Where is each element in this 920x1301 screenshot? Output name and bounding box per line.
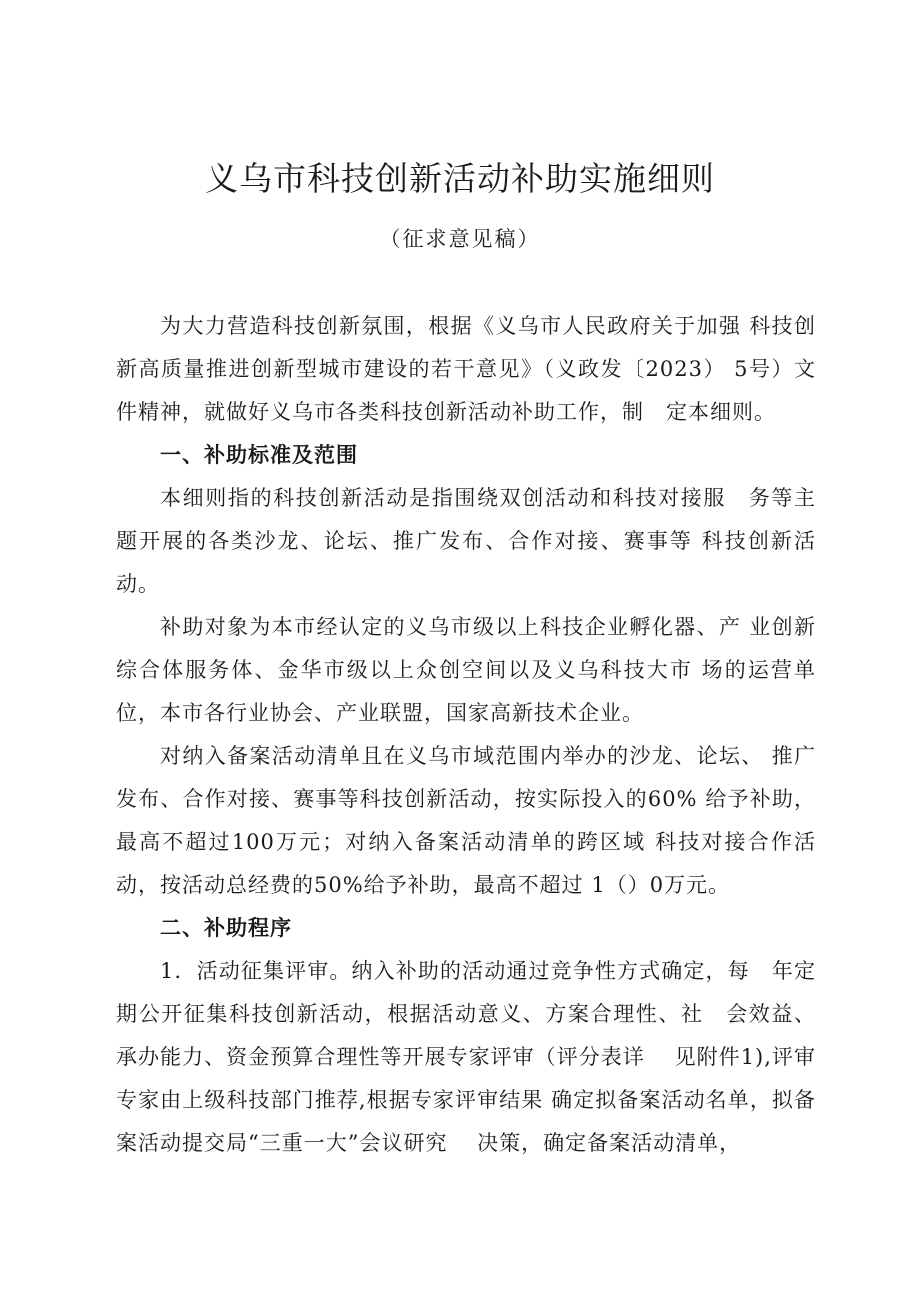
section-2-heading: 二、补助程序	[160, 916, 292, 940]
section-1-paragraph-3: 对纳入备案活动清单且在义乌市域范围内举办的沙龙、论坛、 推广发布、合作对接、赛事等科技创新活动，按实际投入的60% 给予补助，最高不超过100万元；对纳入备案活动清单的跨区域 科技对接合作活动，按活动总经费的50%给予补助，最高不超过 1（）0万元。	[116, 744, 816, 897]
section-1-heading: 一、补助标准及范围	[160, 443, 358, 467]
section-1-paragraph-1: 本细则指的科技创新活动是指围绕双创活动和科技对接服 务等主题开展的各类沙龙、论坛、推广发布、合作对接、赛事等 科技创新活动。	[116, 486, 816, 596]
document-subtitle: （征求意见稿）	[379, 227, 541, 251]
document-title: 义乌市科技创新活动补助实施细则	[205, 159, 715, 198]
intro-paragraph: 为大力营造科技创新氛围，根据《义乌市人民政府关于加强 科技创新高质量推进创新型城市建设的若干意见》（义政发〔2023） 5号）文件精神，就做好义乌市各类科技创新活动补助工作，制 定本细则。	[116, 314, 816, 424]
section-1-paragraph-2: 补助对象为本市经认定的义乌市级以上科技企业孵化器、产 业创新综合体服务体、金华市级以上众创空间以及义乌科技大市 场的运营单位，本市各行业协会、产业联盟，国家高新技术企业。	[116, 615, 816, 725]
section-2-paragraph-1: 1．活动征集评审。纳入补助的活动通过竞争性方式确定，每 年定期公开征集科技创新活动，根据活动意义、方案合理性、社 会效益、承办能力、资金预算合理性等开展专家评审（评分表详 见附件1),评审专家由上级科技部门推荐,根据专家评审结果 确定拟备案活动名单，拟备案活动提交局“三重一大”会议研究 决策，确定备案活动清单，	[116, 959, 816, 1155]
document-body	[116, 305, 816, 1165]
